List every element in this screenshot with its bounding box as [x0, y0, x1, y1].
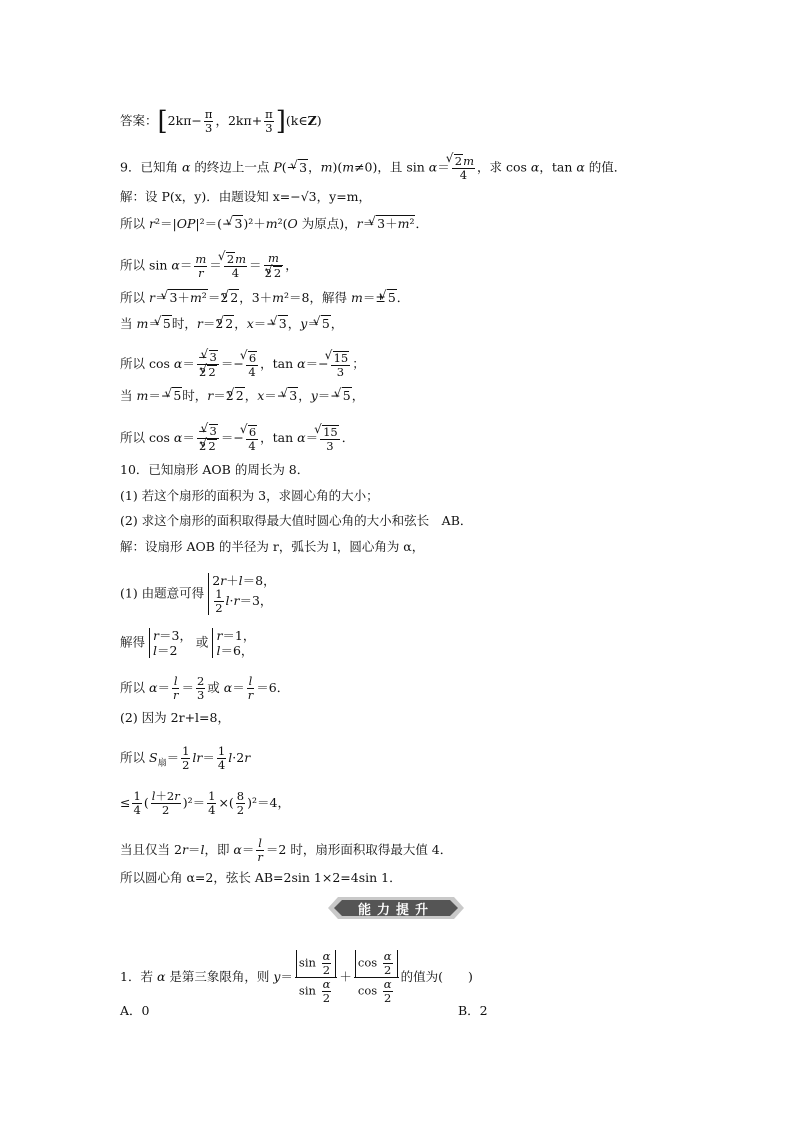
q1-option-a: A．0: [120, 1003, 150, 1018]
q9-line-8: 所以 cos α＝ $\frac{-√ 3}{2√ 2}$ ＝− √ $\frac{6}{4}$ ，tan α＝ √ $\frac{15}{3}$ ．: [120, 424, 354, 453]
q10-line-1: 解：设扇形 AOB 的半径为 r，弧长为 l，圆心角为 α，: [120, 539, 425, 554]
q1-stem: 1．若 α 是第三象限角，则 y＝ sin $\frac{\alpha}{2}$ sin $\frac{\alpha}{2}$ ＋ cos $\frac{\alpha}{2}$ cos $\frac{\alpha}{2}$ 的值为( ): [120, 949, 473, 1005]
banner-label: 能力提升: [357, 902, 434, 918]
q9-line-7: 当 m＝−√ 5时，r＝2√ 2，x＝−√ 3，y＝−√ 5，: [120, 387, 364, 404]
q10-part1: (1) 若这个扇形的面积为 3，求圆心角的大小；: [120, 488, 379, 503]
answer-line: 答案：[2kπ− $\frac{\pi}{3}$ ，2kπ+ $\frac{\pi}{3}$ ](k∈Z): [120, 106, 322, 137]
ability-banner: [328, 897, 464, 919]
q10-line-8: 当且仅当 2r＝l，即 α＝ $\frac{l}{r}$ ＝2 时，扇形面积取得最大值 4．: [120, 836, 453, 864]
q9-line-5: 当 m＝√ 5时，r＝2√ 2，x＝−√ 3，y＝√ 5，: [120, 315, 343, 332]
q9-line-4: 所以 r＝√ 3＋m²＝2√ 2，3＋m²＝8，解得 m＝±√ 5．: [120, 289, 409, 306]
q9-line-2: 所以 r²＝|OP|²＝(−√ 3)²＋m²(O 为原点)，r＝√ 3＋m²．: [120, 215, 428, 232]
q10-line-6: 所以 $S_扇=$ $\frac{1}{2}$ lr＝ $\frac{1}{4}$ l·2r: [120, 744, 251, 772]
q9-line-1: 解：设 P(x，y)．由题设知 x=−√3，y=m，: [120, 189, 372, 204]
q10-stem: 10．已知扇形 AOB 的周长为 8．: [120, 462, 310, 477]
q1-option-b: B．2: [458, 1003, 488, 1018]
q10-line-9: 所以圆心角 α=2，弦长 AB=2sin 1×2=4sin 1．: [120, 870, 402, 885]
q9-stem: 9．已知角 α 的终边上一点 P(−√ 3，m)(m≠0)，且 sin α＝ √ $\frac{2m}{4}$ ，求 cos α，tan α 的值．: [120, 154, 626, 182]
q10-line-5: (2) 因为 2r+l=8，: [120, 710, 230, 725]
q10-part2: (2) 求这个扇形的面积取得最大值时圆心角的大小和弦长 AB．: [120, 513, 473, 528]
q10-line-2: (1) 由题意可得 2r＋l＝8， $\frac{1}{2}$ l·r＝3，: [120, 573, 276, 615]
answer-label: 答案：: [120, 113, 158, 128]
q9-line-3: 所以 sin α＝ $\frac{m}{r}$ ＝ √ $\frac{2m}{4}$ ＝ $\frac{m}{2√ 2}$ ，: [120, 252, 298, 280]
q9-line-6: 所以 cos α＝ $\frac{-√ 3}{2√ 2}$ ＝− √ $\frac{6}{4}$ ，tan α＝− √ $\frac{15}{3}$ ；: [120, 350, 365, 379]
q10-line-3: 解得 r＝3， l＝2 或 r＝1， l＝6，: [120, 628, 256, 658]
q10-line-4: 所以 α＝ $\frac{l}{r}$ ＝ $\frac{2}{3}$ 或 α＝ $\frac{l}{r}$ ＝6．: [120, 674, 290, 702]
q10-line-7: ≤ $\frac{1}{4}$ ( $\frac{l+2r}{2}$ )²＝ $\frac{1}{4}$ ×( $\frac{8}{2}$ )²＝4，: [120, 789, 290, 817]
